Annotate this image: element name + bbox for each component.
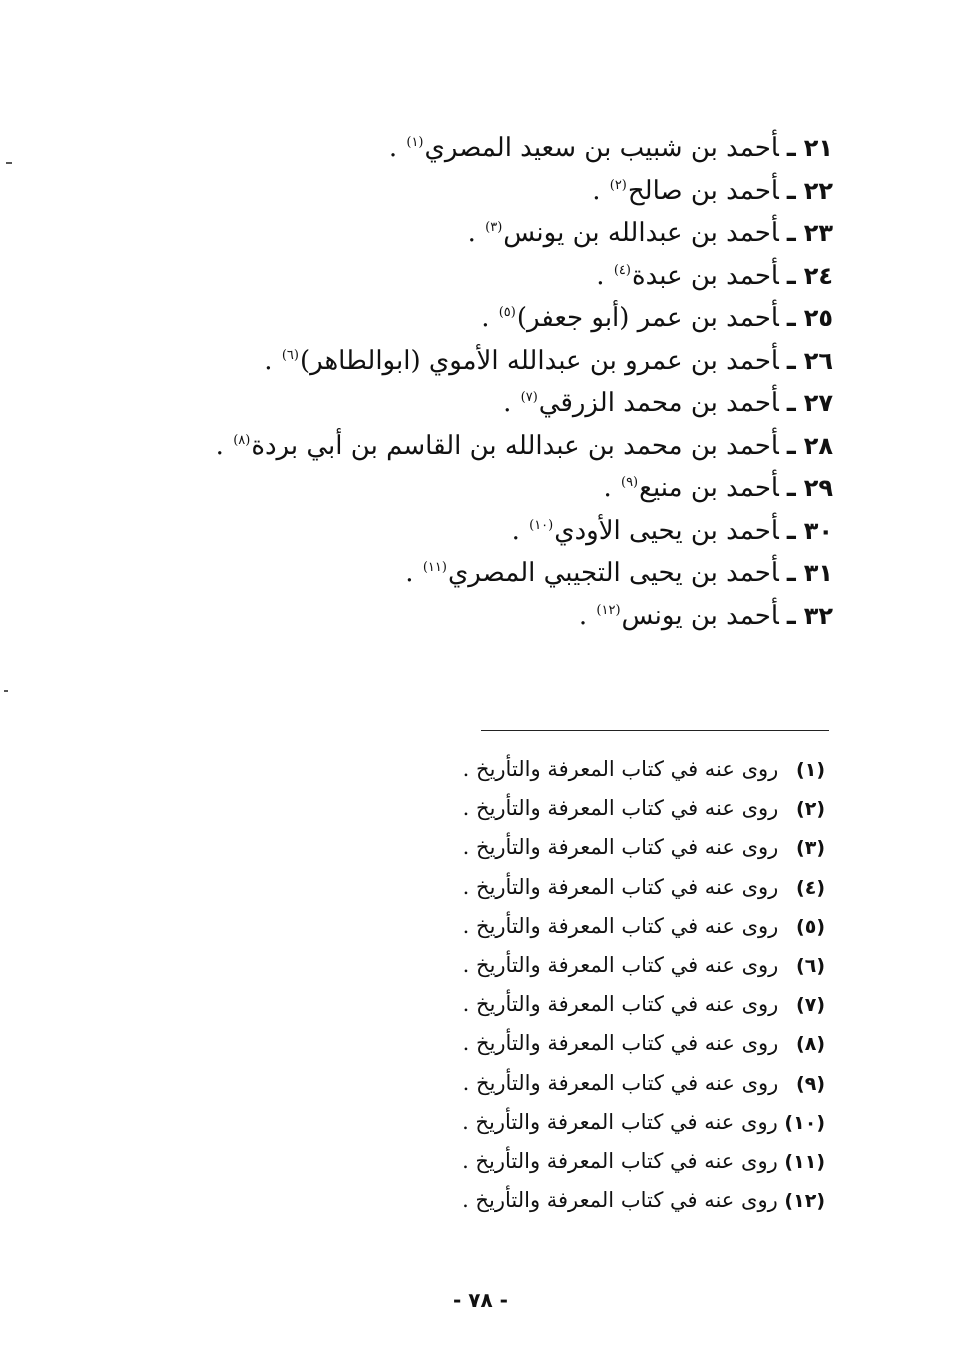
entry-period: .: [264, 345, 273, 376]
entry-number: ٣٠: [803, 516, 833, 545]
entry-number: ٢١: [803, 134, 833, 162]
footnote-marker[interactable]: (١١): [422, 560, 447, 575]
entry-period: .: [511, 515, 520, 546]
footnote-text: روى عنه في كتاب المعرفة والتأريخ .: [462, 757, 779, 781]
footnote-number: (١١): [784, 1150, 825, 1173]
entry-dash: ـ: [786, 175, 796, 206]
entry-dash: ـ: [786, 600, 796, 631]
entry-dash: ـ: [786, 260, 796, 291]
narrator-entry: [133, 250, 833, 293]
entry-dash: ـ: [786, 218, 796, 248]
entry-name: أحمد بن شبيب بن سعيد المصري: [424, 133, 779, 163]
footnote-item: [225, 1142, 825, 1181]
entry-period: .: [596, 260, 605, 291]
footnote-item: [225, 1064, 825, 1103]
page-number: - ٧٨ -: [453, 1288, 508, 1312]
entry-name: أحمد بن عمر (أبو جعفر): [516, 303, 779, 333]
entry-period: .: [405, 558, 414, 588]
footnote-marker[interactable]: (١٠): [529, 517, 554, 533]
entry-dash: ـ: [786, 345, 796, 376]
entry-dash: ـ: [786, 515, 796, 546]
scan-speck: [4, 690, 8, 692]
footnote-text: روى عنه في كتاب المعرفة والتأريخ .: [462, 913, 779, 938]
entry-period: .: [481, 303, 490, 333]
entry-number: ٢٣: [803, 219, 833, 247]
scan-speck: [6, 162, 12, 164]
narrator-entry: [133, 462, 833, 505]
entry-dash: ـ: [786, 303, 796, 333]
entry-number: ٢٥: [803, 304, 833, 332]
entry-dash: ـ: [786, 430, 796, 461]
narrator-entry: [133, 505, 833, 548]
footnote-number: (٨): [796, 1033, 825, 1056]
footnote-marker[interactable]: (٥): [498, 305, 516, 320]
footnote-text: روى عنه في كتاب المعرفة والتأريخ .: [462, 1148, 778, 1173]
entry-number: ٣١: [803, 559, 833, 587]
footnote-number: (١٠): [784, 1111, 825, 1134]
footnote-number: (٢): [796, 798, 825, 821]
footnote-text: روى عنه في كتاب المعرفة والتأريخ .: [462, 1188, 778, 1213]
entry-name: أحمد بن يحيى التجيبي المصري: [447, 558, 779, 588]
entry-number: ٢٧: [803, 389, 833, 417]
footnote-list: [225, 750, 825, 1220]
footnote-item: [225, 1103, 825, 1142]
entry-number: ٢٦: [803, 346, 833, 375]
footnote-text: روى عنه في كتاب المعرفة والتأريخ .: [462, 1031, 779, 1056]
footnote-text: روى عنه في كتاب المعرفة والتأريخ .: [462, 796, 779, 821]
narrator-entry: [133, 590, 833, 633]
footnote-divider: [481, 730, 829, 731]
footnote-marker[interactable]: (٤): [613, 262, 631, 278]
footnote-number: (٦): [796, 954, 825, 977]
footnote-marker[interactable]: (٨): [233, 432, 251, 448]
entry-name: أحمد بن محمد بن عبدالله بن القاسم بن أبي بردة: [251, 430, 779, 461]
entry-period: .: [578, 600, 588, 631]
entry-name: أحمد بن عبدة: [631, 260, 779, 291]
footnote-number: (٣): [796, 837, 825, 860]
narrator-entry: [133, 165, 833, 208]
footnote-text: روى عنه في كتاب المعرفة والتأريخ .: [462, 1109, 778, 1134]
entry-period: .: [603, 473, 612, 503]
footnote-marker[interactable]: (١٢): [596, 602, 621, 618]
narrator-entry: [133, 377, 833, 420]
narrator-list: [133, 122, 833, 632]
footnote-number: (٤): [796, 876, 825, 899]
entry-name: أحمد بن يحيى الأودي: [554, 515, 779, 546]
footnote-number: (١٢): [784, 1190, 825, 1213]
entry-name: أحمد بن يونس: [621, 600, 779, 631]
footnote-marker[interactable]: (٩): [620, 475, 639, 490]
entry-dash: ـ: [786, 558, 796, 588]
footnote-marker[interactable]: (٢): [609, 177, 627, 193]
footnote-marker[interactable]: (٦): [281, 347, 299, 363]
entry-number: ٢٤: [803, 261, 833, 290]
footnote-marker[interactable]: (١): [406, 135, 424, 150]
footnote-item: [225, 750, 825, 789]
entry-name: أحمد بن عبدالله بن يونس: [503, 218, 779, 248]
footnote-text: روى عنه في كتاب المعرفة والتأريخ .: [462, 835, 779, 860]
entry-period: .: [503, 388, 512, 418]
footnote-marker[interactable]: (٣): [485, 220, 503, 235]
entry-period: .: [467, 218, 476, 248]
footnote-number: (٩): [796, 1072, 825, 1095]
entry-dash: ـ: [786, 133, 796, 163]
narrator-entry: [133, 207, 833, 250]
footnote-item: [225, 946, 825, 985]
footnote-text: روى عنه في كتاب المعرفة والتأريخ .: [462, 874, 779, 899]
footnote-item: [225, 1024, 825, 1063]
entry-number: ٢٨: [803, 431, 833, 460]
narrator-entry: [133, 122, 833, 165]
entry-name: أحمد بن عمرو بن عبدالله الأموي (ابوالطاهر): [299, 345, 779, 376]
footnote-number: (٥): [796, 915, 825, 938]
narrator-entry: [133, 292, 833, 335]
footnote-text: روى عنه في كتاب المعرفة والتأريخ .: [462, 992, 779, 1017]
entry-period: .: [388, 133, 398, 163]
footnote-item: [225, 828, 825, 867]
footnote-item: [225, 985, 825, 1024]
entry-name: أحمد بن محمد الزرقي: [538, 388, 779, 418]
entry-dash: ـ: [786, 388, 796, 418]
narrator-entry: [133, 420, 833, 463]
entry-period: .: [592, 175, 601, 206]
entry-number: ٢٢: [803, 176, 833, 205]
entry-name: أحمد بن منيع: [639, 473, 779, 503]
footnote-item: [225, 907, 825, 946]
footnote-number: (٧): [796, 994, 825, 1017]
footnote-item: [225, 1181, 825, 1220]
entry-period: .: [215, 430, 224, 461]
footnote-marker[interactable]: (٧): [520, 390, 538, 405]
footnote-text: روى عنه في كتاب المعرفة والتأريخ .: [462, 952, 779, 977]
entry-name: أحمد بن صالح: [627, 175, 779, 206]
footnote-number: (١): [796, 759, 825, 781]
footnote-item: [225, 868, 825, 907]
entry-number: ٣٢: [803, 601, 833, 630]
entry-number: ٢٩: [803, 474, 833, 502]
footnote-item: [225, 789, 825, 828]
entry-dash: ـ: [786, 473, 796, 503]
footnote-text: روى عنه في كتاب المعرفة والتأريخ .: [462, 1070, 779, 1095]
narrator-entry: [133, 547, 833, 590]
narrator-entry: [133, 335, 833, 378]
